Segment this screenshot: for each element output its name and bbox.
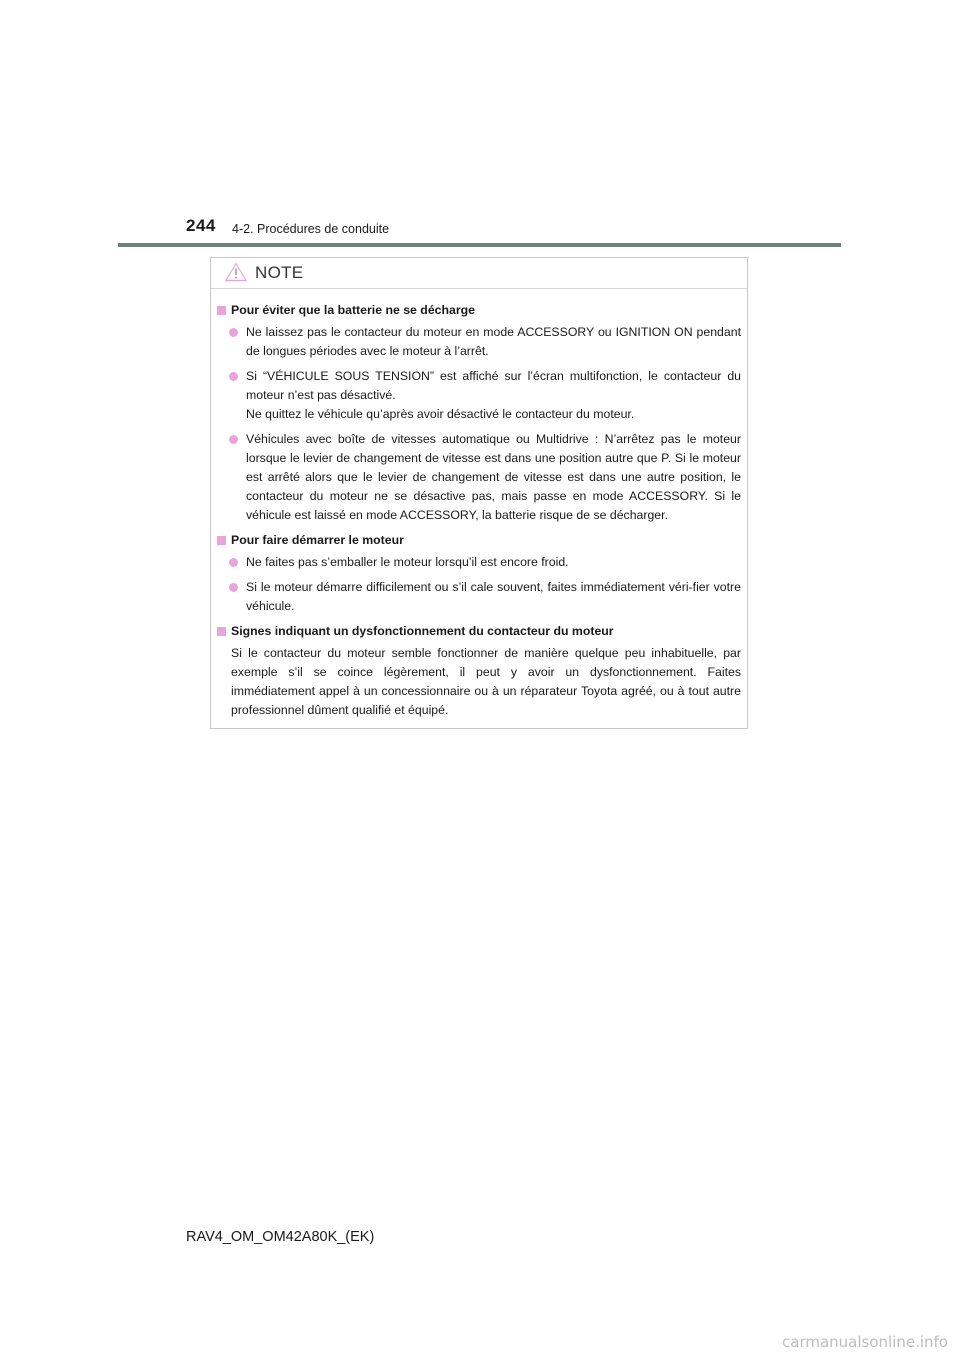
bullet-text: Ne faites pas s’emballer le moteur lorsqu’il est encore froid. (246, 555, 569, 569)
circle-bullet-icon (229, 558, 238, 567)
circle-bullet-icon (229, 372, 238, 381)
section-title: 4-2. Procédures de conduite (232, 222, 390, 236)
circle-bullet-icon (229, 435, 238, 444)
section-paragraph: Si le contacteur du moteur semble fonctionner de manière quelque peu inhabituelle, par exemple s’il se coince légèrement, il peut y avoir un dysfonctionnement. Faites immédiatement appel à un concessionnaire ou à un réparateur Toyota agréé, ou à tout autre professionnel dûment qualifié et équipé. (231, 646, 741, 717)
square-bullet-icon (217, 306, 226, 315)
bullet-text: Ne quittez le véhicule qu’après avoir désactivé le contacteur du moteur. (246, 407, 635, 421)
section-heading-text: Signes indiquant un dysfonctionnement du contacteur du moteur (231, 624, 614, 638)
bullet-item (229, 553, 741, 572)
section-heading (217, 301, 741, 320)
bullet-text: Ne laissez pas le contacteur du moteur en mode ACCESSORY ou IGNITION ON pendant de longues périodes avec le moteur à l’arrêt. (246, 325, 741, 358)
section-heading (217, 622, 741, 641)
note-section-malfunction (217, 622, 741, 720)
square-bullet-icon (217, 536, 226, 545)
circle-bullet-icon (229, 328, 238, 337)
bullet-item (229, 430, 741, 525)
section-heading (217, 531, 741, 550)
warning-triangle-icon (225, 262, 247, 282)
circle-bullet-icon (229, 583, 238, 592)
manual-code: RAV4_OM_OM42A80K_(EK) (186, 1229, 375, 1245)
bullet-text: Si le moteur démarre difficilement ou s’il cale souvent, faites immédiatement véri-fier votre véhicule. (246, 580, 741, 613)
note-section-battery (217, 301, 741, 525)
note-header (211, 258, 747, 289)
bullet-text: Véhicules avec boîte de vitesses automatique ou Multidrive : N’arrêtez pas le moteur lorsque le levier de changement de vitesse est dans une position autre que P. Si le moteur est arrêté alors que le levier de changement de vitesse est dans une autre position, le contacteur du moteur ne se désactive pas, mais passe en mode ACCESSORY. Si le véhicule est laissé en mode ACCESSORY, la batterie risque de se décharger. (246, 432, 741, 522)
page-number: 244 (186, 216, 216, 235)
header-rule (118, 243, 841, 247)
bullet-item (229, 323, 741, 361)
note-box (210, 257, 748, 729)
bullet-item (229, 578, 741, 616)
bullet-item (229, 367, 741, 424)
note-section-start-engine (217, 531, 741, 616)
section-heading-text: Pour faire démarrer le moteur (231, 533, 404, 547)
watermark-link[interactable]: carmanualsonline.info (782, 1333, 948, 1351)
square-bullet-icon (217, 627, 226, 636)
bullet-text: Si “VÉHICULE SOUS TENSION” est affiché sur l’écran multifonction, le contacteur du moteur n’est pas désactivé. (246, 369, 741, 402)
note-title: NOTE (255, 263, 304, 282)
note-body (211, 289, 747, 720)
section-heading-text: Pour éviter que la batterie ne se décharge (231, 303, 475, 317)
